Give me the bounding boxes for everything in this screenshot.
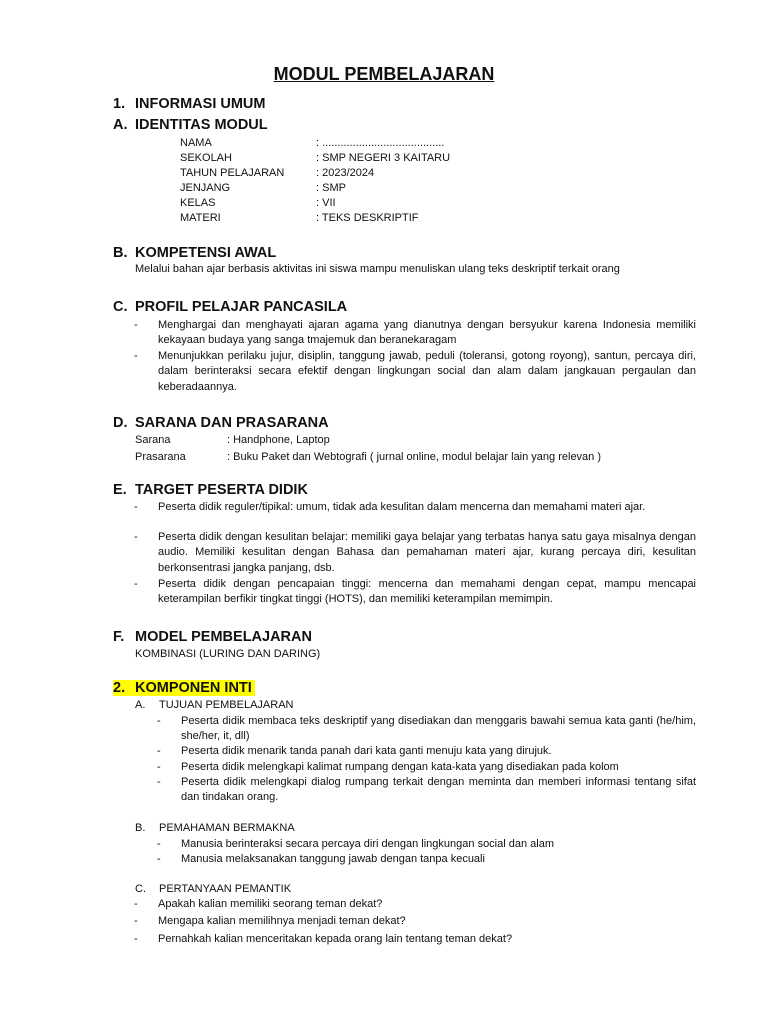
list-item: - Peserta didik dengan kesulitan belajar: memiliki gaya belajar yang terbatas hanya satu gaya misalnya dengan audio. Memiliki kesulitan dengan Bahasa dan pemahaman materi ajar, kurang percaya diri, kesulitan berkonsentrasi jangka panjang, dsb. — [134, 531, 696, 574]
section-1-heading: 1. INFORMASI UMUM — [113, 96, 266, 112]
list-item: - Peserta didik melengkapi kalimat rumpang dengan kata-kata yang disediakan pada kolom — [157, 761, 619, 773]
identity-row: MATERI : TEKS DESKRIPTIF — [180, 212, 419, 224]
list-item: - Peserta didik melengkapi dialog rumpang terkait dengan meminta dan memberi informasi tentang sifat dan tindakan orang. — [157, 776, 696, 804]
section-c-heading: C. PROFIL PELAJAR PANCASILA — [113, 299, 348, 315]
identity-row: KELAS : VII — [180, 197, 336, 209]
identity-row: TAHUN PELAJARAN : 2023/2024 — [180, 167, 375, 179]
section-2-heading: 2. KOMPONEN INTI — [113, 680, 255, 696]
list-item: - Peserta didik menarik tanda panah dari kata ganti menuju kata yang dirujuk. — [157, 745, 552, 757]
list-item: - Peserta didik membaca teks deskriptif yang disediakan dan menggaris bawahi semua kata ganti (he/him, she/her, it, dll) — [157, 715, 696, 743]
list-item: - Peserta didik dengan pencapaian tinggi: mencerna dan memahami dengan cepat, mampu mencapai keterampilan berfikir tingkat tinggi (HOTS), dan memiliki keterampilan memimpin. — [134, 578, 696, 606]
identity-row: SEKOLAH : SMP NEGERI 3 KAITARU — [180, 152, 451, 164]
subsection-b-heading: B. PEMAHAMAN BERMAKNA — [135, 822, 295, 834]
list-item: - Pernahkah kalian menceritakan kepada orang lain tentang teman dekat? — [134, 933, 513, 945]
section-a-heading: A. IDENTITAS MODUL — [113, 117, 268, 133]
list-item: - Menghargai dan menghayati ajaran agama yang dianutnya dengan bersyukur karena Indonesia memiliki kekayaan budaya yang sanga tmajemuk dan beranekaragam — [134, 319, 696, 347]
section-f-heading: F. MODEL PEMBELAJARAN — [113, 629, 312, 645]
list-item: - Menunjukkan perilaku jujur, disiplin, tanggung jawab, peduli (toleransi, gotong royong), santun, percaya diri, dalam berinteraksi secara efektif dengan lingkungan social dan alam dalam jangkauan pergaulan dan keberadaannya. — [134, 350, 696, 393]
section-d-heading: D. SARANA DAN PRASARANA — [113, 415, 329, 431]
section-e-heading: E. TARGET PESERTA DIDIK — [113, 482, 308, 498]
list-item: - Manusia berinteraksi secara percaya diri dengan lingkungan social dan alam — [157, 838, 554, 850]
prasarana-row: Prasarana : Buku Paket dan Webtografi ( jurnal online, modul belajar lain yang relevan ) — [135, 451, 602, 463]
section-b-heading: B. KOMPETENSI AWAL — [113, 245, 277, 261]
subsection-c-heading: C. PERTANYAAN PEMANTIK — [135, 883, 292, 895]
list-item: - Mengapa kalian memilihnya menjadi teman dekat? — [134, 915, 406, 927]
document-title: MODUL PEMBELAJARAN — [273, 64, 495, 84]
model-text: KOMBINASI (LURING DAN DARING) — [135, 648, 321, 660]
list-item: - Manusia melaksanakan tanggung jawab dengan tanpa kecuali — [157, 853, 485, 865]
kompetensi-text: Melalui bahan ajar berbasis aktivitas ini siswa mampu menuliskan ulang teks deskriptif terkait orang — [135, 263, 620, 275]
list-item: - Peserta didik reguler/tipikal: umum, tidak ada kesulitan dalam mencerna dan memahami materi ajar. — [134, 501, 646, 513]
identity-row: JENJANG : SMP — [180, 182, 346, 194]
list-item: - Apakah kalian memiliki seorang teman dekat? — [134, 898, 383, 910]
sarana-row: Sarana : Handphone, Laptop — [135, 434, 330, 446]
identity-row: NAMA : ........................................ — [180, 137, 445, 149]
subsection-a-heading: A. TUJUAN PEMBELAJARAN — [135, 699, 294, 711]
